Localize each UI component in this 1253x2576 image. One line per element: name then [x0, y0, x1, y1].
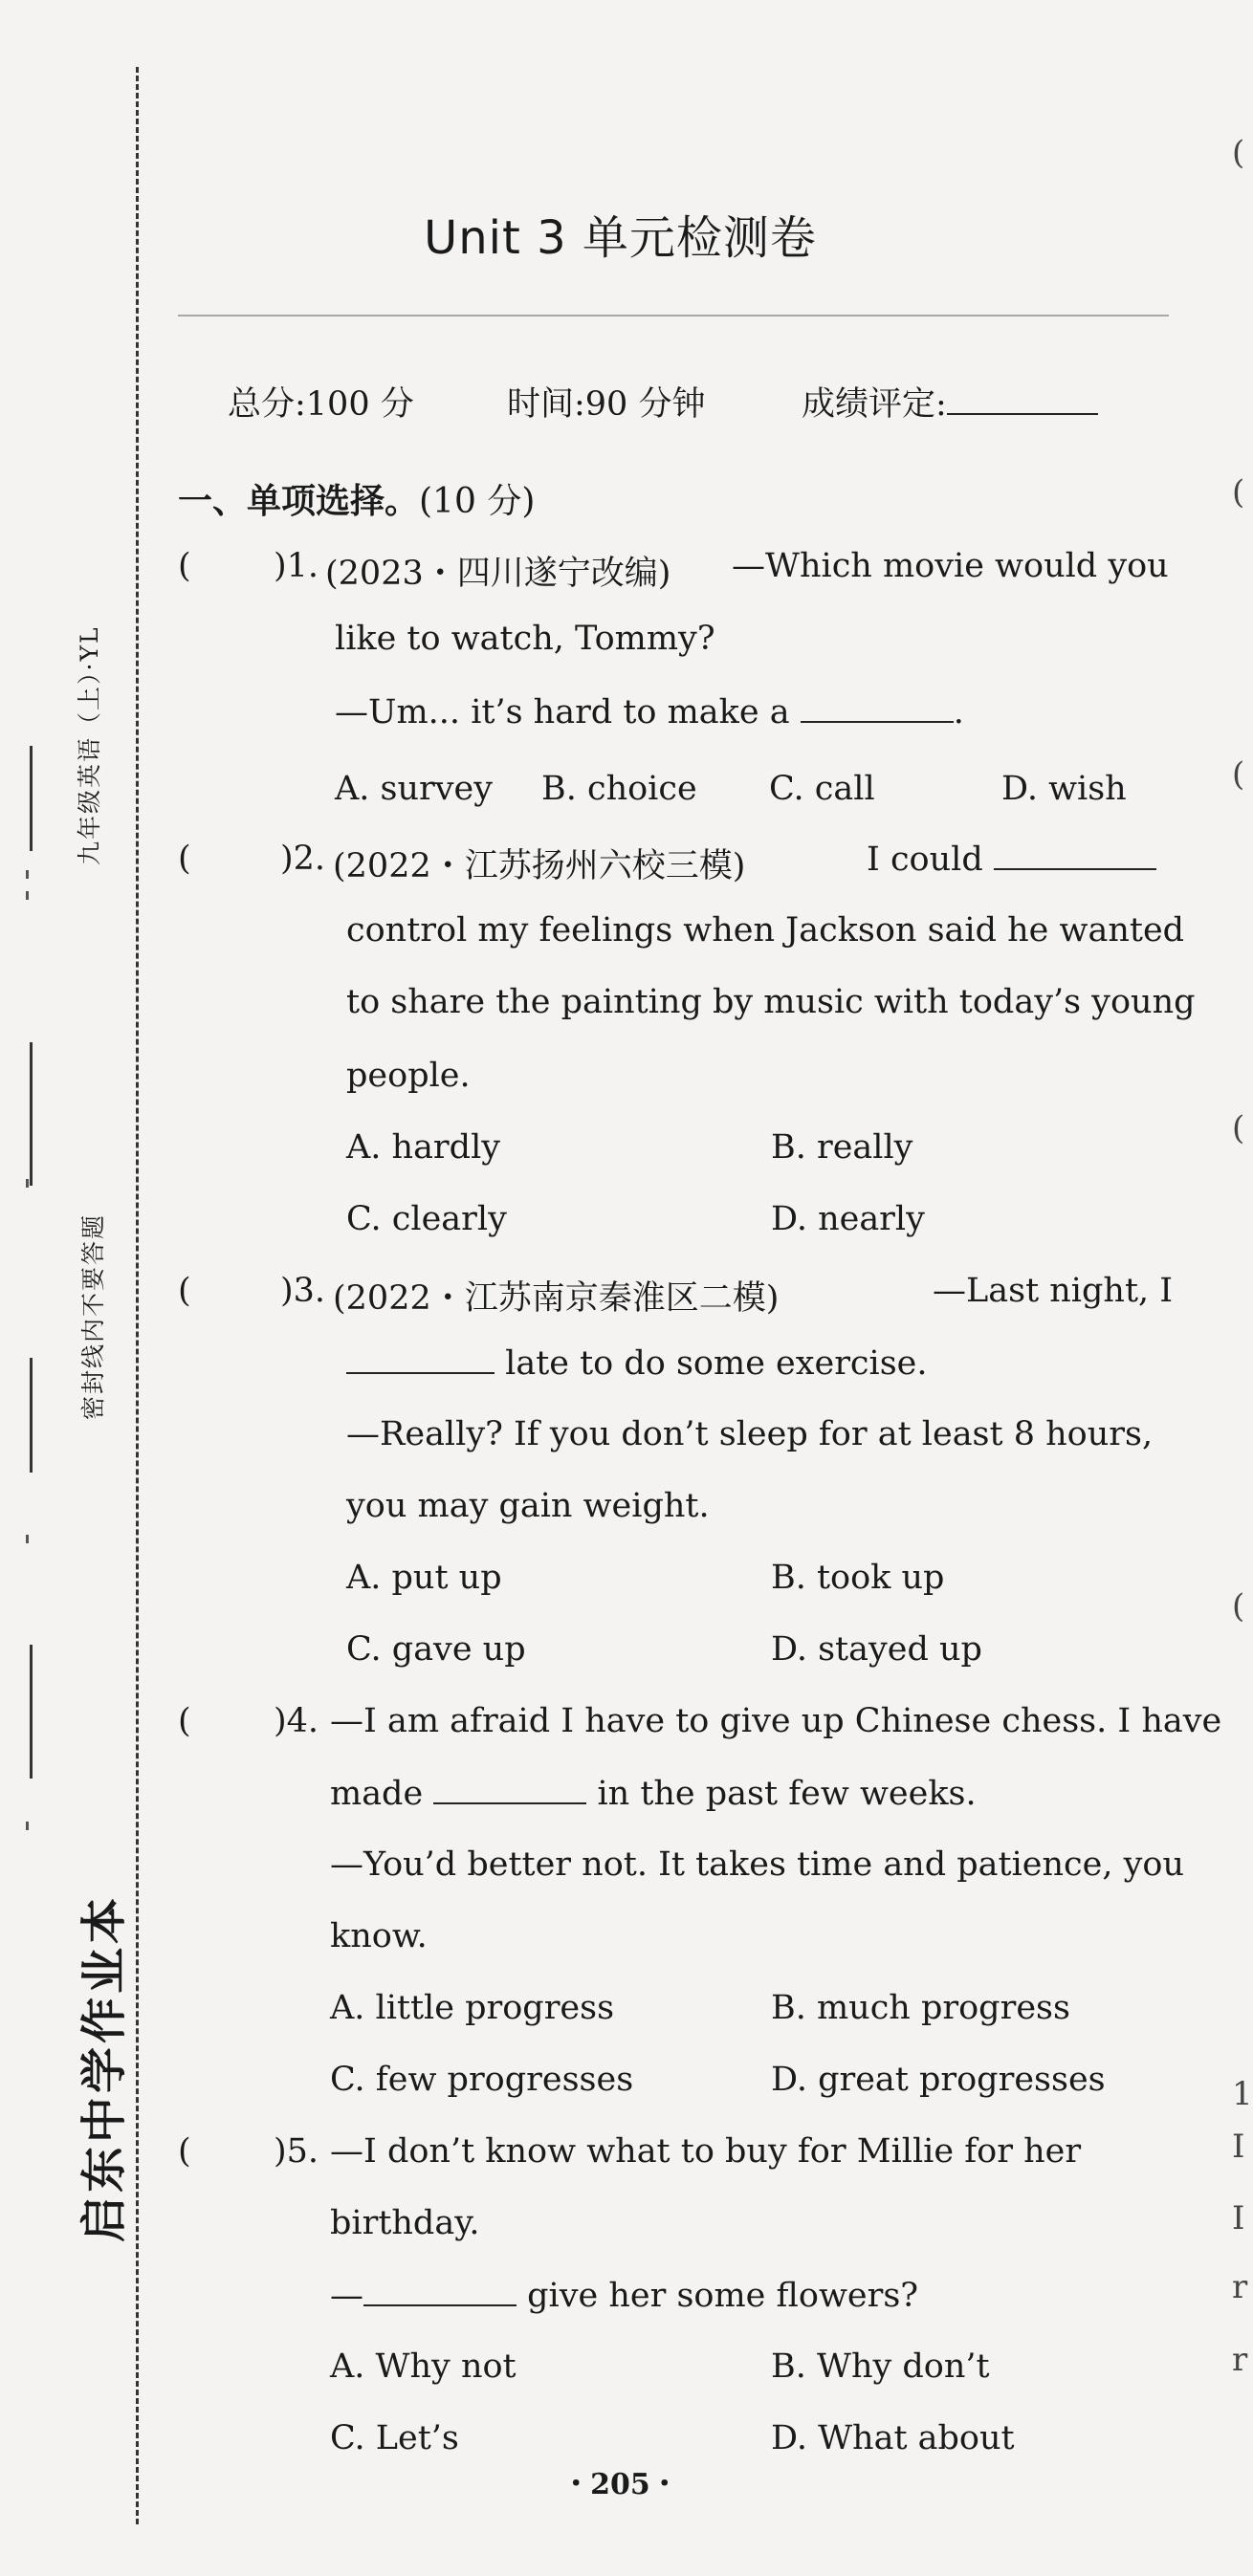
book-tag-vertical: 九年级英语（上）·YL	[76, 625, 103, 865]
question-source: (2022・江苏扬州六校三模)	[333, 847, 746, 885]
question-number: )3.	[280, 1272, 326, 1310]
class-fill-line	[30, 1042, 33, 1186]
question-stem-line	[330, 2276, 918, 2315]
edge-char: (	[1232, 473, 1245, 512]
number-fill-line	[30, 1358, 33, 1473]
question-number: )1.	[274, 547, 319, 585]
question-stem-line	[330, 1774, 977, 1813]
question-number: )5.	[274, 2132, 319, 2171]
question-stem: birthday.	[330, 2204, 480, 2242]
question-source: (2023・四川遂宁改编)	[325, 555, 671, 593]
option-c[interactable]: C. call	[769, 770, 875, 808]
question-stem-line	[335, 692, 964, 731]
question-number: )2.	[280, 840, 326, 878]
option-c[interactable]: C. Let’s	[330, 2419, 459, 2457]
answer-blank[interactable]	[346, 1343, 495, 1374]
separator-dot	[26, 1535, 29, 1543]
edge-char: (	[1232, 755, 1245, 794]
option-d[interactable]: D. stayed up	[771, 1630, 982, 1669]
question-stem: —You’d better not. It takes time and patience, you	[330, 1845, 1184, 1884]
time-limit: 时间:90 分钟	[507, 385, 706, 424]
question-stem: control my feelings when Jackson said he wanted	[346, 911, 1185, 950]
answer-blank[interactable]	[801, 692, 954, 723]
option-a[interactable]: A. Why not	[330, 2347, 517, 2386]
option-a[interactable]: A. put up	[346, 1559, 502, 1597]
separator-dot	[26, 1822, 29, 1830]
page-title: Unit 3 单元检测卷	[424, 211, 817, 265]
option-b[interactable]: B. Why don’t	[771, 2347, 990, 2386]
seal-notice-vertical: 密封线内不要答题	[79, 1212, 107, 1420]
question-stem: —	[330, 2277, 363, 2315]
question-stem: in the past few weeks.	[597, 1775, 977, 1813]
seat-fill-line	[30, 1645, 33, 1779]
question-stem: —I don’t know what to buy for Millie for her	[330, 2132, 1082, 2171]
edge-char: I	[1232, 2199, 1245, 2238]
option-d[interactable]: D. nearly	[771, 1200, 925, 1238]
answer-paren[interactable]: (	[178, 547, 191, 585]
edge-char: (	[1232, 134, 1245, 172]
question-stem: —Which movie would you	[732, 547, 1169, 585]
question-stem: —I am afraid I have to give up Chinese chess. I have	[330, 1702, 1222, 1740]
answer-paren[interactable]: (	[178, 1702, 191, 1740]
question-stem: —Really? If you don’t sleep for at least 8 hours,	[346, 1415, 1154, 1453]
question-number: )4.	[274, 1702, 319, 1740]
section-points: (10 分)	[419, 482, 536, 521]
question-stem: people.	[346, 1057, 471, 1095]
question-stem: you may gain weight.	[346, 1487, 710, 1525]
option-a[interactable]: A. little progress	[330, 1989, 615, 2027]
answer-blank[interactable]	[433, 1774, 586, 1804]
grade-label-text: 成绩评定:	[802, 385, 947, 424]
section-label: 一、单项选择。	[178, 482, 420, 521]
answer-paren[interactable]: (	[178, 1272, 191, 1310]
option-a[interactable]: A. hardly	[346, 1128, 501, 1167]
question-stem: to share the painting by music with today’s young	[346, 983, 1196, 1021]
option-d[interactable]: D. What about	[771, 2419, 1015, 2457]
section-heading	[178, 474, 535, 523]
option-b[interactable]: B. choice	[541, 770, 697, 808]
separator-dot	[26, 870, 29, 879]
answer-blank[interactable]	[363, 2276, 517, 2306]
question-stem: —Um... it’s hard to make a	[335, 693, 790, 731]
answer-paren[interactable]: (	[178, 2132, 191, 2171]
option-d[interactable]: D. wish	[1001, 770, 1127, 808]
option-b[interactable]: B. took up	[771, 1559, 945, 1597]
question-stem: made	[330, 1775, 424, 1813]
question-source: (2022・江苏南京秦淮区二模)	[333, 1279, 780, 1318]
question-stem-line	[867, 840, 1156, 879]
option-d[interactable]: D. great progresses	[771, 2061, 1106, 2099]
edge-char: (	[1232, 1109, 1245, 1147]
answer-paren[interactable]: (	[178, 840, 191, 878]
question-stem: .	[953, 693, 964, 731]
question-stem-line	[346, 1343, 928, 1383]
question-stem: late to do some exercise.	[505, 1344, 928, 1383]
option-b[interactable]: B. much progress	[771, 1989, 1070, 2027]
question-stem: —Last night, I	[933, 1272, 1174, 1310]
grade-label	[802, 378, 1098, 426]
total-score: 总分:100 分	[228, 385, 414, 424]
question-stem: know.	[330, 1917, 428, 1955]
edge-char: I	[1232, 2128, 1245, 2166]
separator-dot	[26, 891, 29, 900]
edge-char: r	[1232, 2268, 1248, 2306]
edge-char: (	[1232, 1587, 1245, 1626]
notebook-name-vertical: 启东中学作业本	[77, 1893, 131, 2242]
edge-char: r	[1232, 2341, 1248, 2379]
separator-dot	[26, 1179, 29, 1188]
edge-char: 1	[1232, 2075, 1253, 2113]
grade-blank[interactable]	[947, 382, 1098, 415]
answer-blank[interactable]	[994, 840, 1156, 870]
question-stem: I could	[867, 840, 983, 879]
option-c[interactable]: C. few progresses	[330, 2061, 634, 2099]
option-c[interactable]: C. clearly	[346, 1200, 507, 1238]
page-number: ・205・	[561, 2468, 679, 2501]
question-stem: like to watch, Tommy?	[335, 620, 715, 658]
option-a[interactable]: A. survey	[335, 770, 494, 808]
name-fill-line	[30, 746, 33, 851]
title-divider	[178, 315, 1169, 317]
binding-dashed-line	[136, 67, 139, 2524]
question-stem: give her some flowers?	[527, 2277, 919, 2315]
option-c[interactable]: C. gave up	[346, 1630, 526, 1669]
option-b[interactable]: B. really	[771, 1128, 913, 1167]
